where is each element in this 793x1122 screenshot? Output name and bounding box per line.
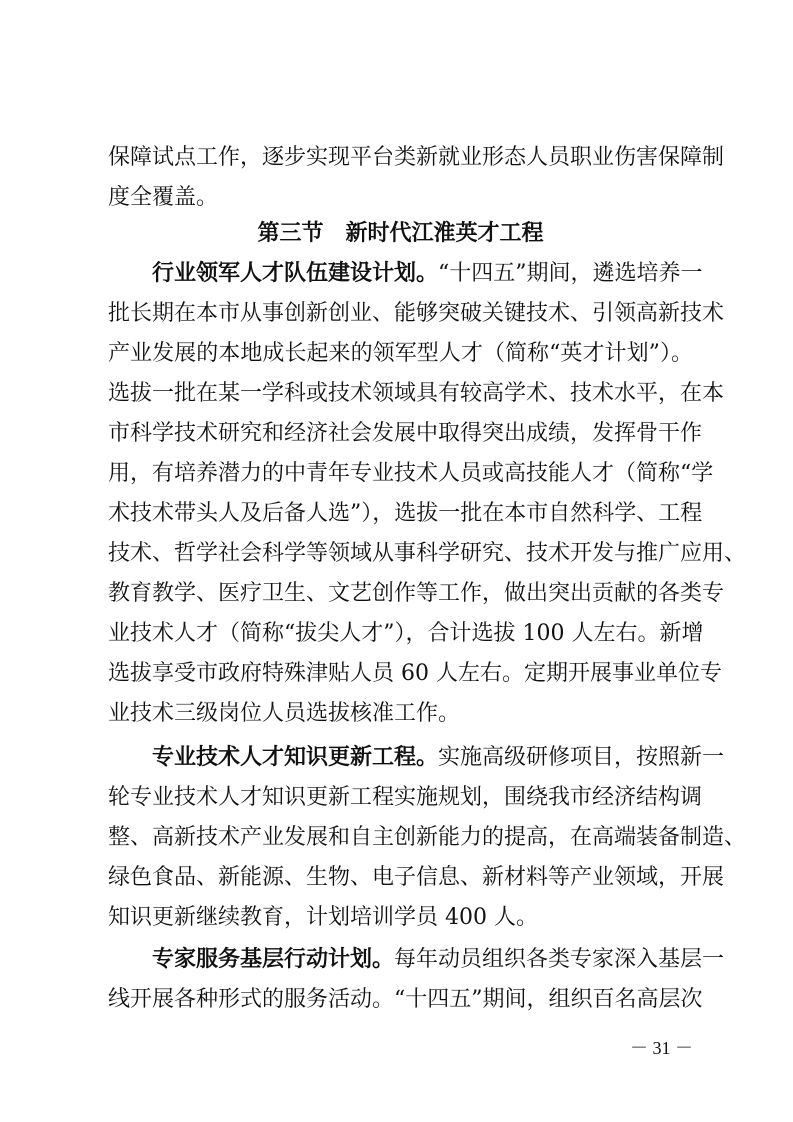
paragraph-line: 市科学技术研究和经济社会发展中取得突出成绩，发挥骨干作 xyxy=(108,421,703,446)
paragraph-text: 实施高级研修项目，按照新一 xyxy=(438,745,725,770)
paragraph-text: 每年动员组织各类专家深入基层一 xyxy=(394,947,725,972)
paragraph-line: 绿色食品、新能源、生物、电子信息、新材料等产业领域，开展 xyxy=(108,865,725,890)
paragraph-line: 业技术三级岗位人员选拔核准工作。 xyxy=(108,701,461,726)
paragraph-line: 选拔一批在某一学科或技术领域具有较高学术、技术水平，在本 xyxy=(108,381,725,406)
paragraph-line: 产业发展的本地成长起来的领军型人才（简称“英才计划”）。 xyxy=(108,341,693,366)
paragraph-line: 术技术带头人及后备人选”），选拔一批在本市自然科学、工程 xyxy=(108,501,703,526)
paragraph-line: 知识更新继续教育，计划培训学员 400 人。 xyxy=(108,905,538,930)
paragraph-line: 线开展各种形式的服务活动。“十四五”期间，组织百名高层次 xyxy=(108,987,703,1012)
section-title: 第三节 新时代江淮英才工程 xyxy=(257,221,544,246)
paragraph-heading: 专家服务基层行动计划。 xyxy=(152,947,395,972)
page-number: － 31 － xyxy=(630,1038,693,1058)
paragraph-heading: 专业技术人才知识更新工程。 xyxy=(152,745,439,770)
paragraph-line: 选拔享受市政府特殊津贴人员 60 人左右。定期开展事业单位专 xyxy=(108,661,722,686)
paragraph-line: 轮专业技术人才知识更新工程实施规划，围绕我市经济结构调 xyxy=(108,785,703,810)
paragraph-line: 教育教学、医疗卫生、文艺创作等工作，做出突出贡献的各类专 xyxy=(108,581,725,606)
paragraph-line: 保障试点工作，逐步实现平台类新就业形态人员职业伤害保障制 xyxy=(108,145,725,170)
paragraph-first-line xyxy=(152,738,725,778)
paragraph-heading: 行业领军人才队伍建设计划。 xyxy=(152,261,439,286)
paragraph-line: 度全覆盖。 xyxy=(108,185,219,210)
paragraph-line: 业技术人才（简称“拔尖人才”），合计选拔 100 人左右。新增 xyxy=(108,621,704,646)
paragraph-line: 批长期在本市从事创新创业、能够突破关键技术、引领高新技术 xyxy=(108,301,725,326)
paragraph-first-line xyxy=(152,254,703,294)
paragraph-line: 整、高新技术产业发展和自主创新能力的提高，在高端装备制造、 xyxy=(108,825,747,850)
paragraph-line: 用，有培养潜力的中青年专业技术人员或高技能人才（简称“学 xyxy=(108,461,714,486)
paragraph-first-line xyxy=(152,940,725,980)
paragraph-line: 技术、哲学社会科学等领域从事科学研究、技术开发与推广应用、 xyxy=(108,541,747,566)
paragraph-text: “十四五”期间，遴选培养一 xyxy=(438,261,703,286)
